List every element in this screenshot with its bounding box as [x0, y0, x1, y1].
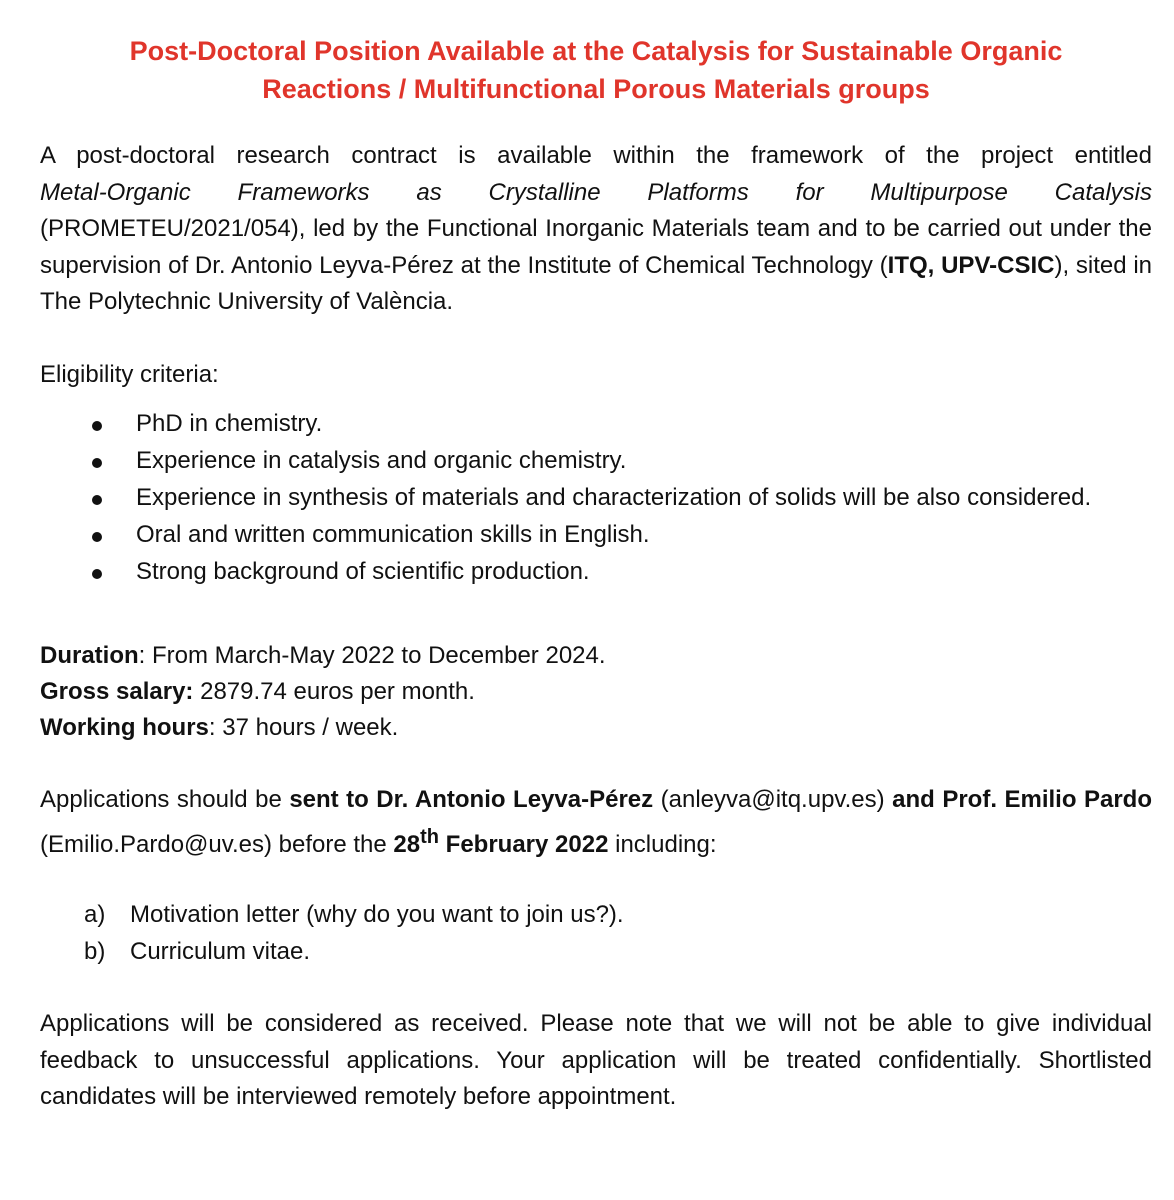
- list-item: a) Motivation letter (why do you want to join us?).: [84, 901, 624, 928]
- email-pardo: (Emilio.Pardo@uv.es) before the: [40, 830, 394, 858]
- intro-paragraph: [40, 138, 1152, 321]
- duration: Duration: From March-May 2022 to December 2024.: [40, 642, 606, 669]
- bullet-icon: [92, 569, 102, 579]
- closing-paragraph: Applications will be considered as received. Please note that we will not be able to give individual feedback to unsuccessful applications. Your application will be treated confidentially. Shortlisted candidates will be interviewed remotely before appointment.: [40, 1010, 1152, 1110]
- gross-salary: Gross salary: 2879.74 euros per month.: [40, 678, 475, 705]
- email-leyva: (anleyva@itq.upv.es): [653, 786, 893, 813]
- bullet-icon: [92, 421, 102, 431]
- intro-line-1: A post-doctoral research contract is available within the framework of the project entitled: [40, 142, 1152, 169]
- eligibility-heading: Eligibility criteria:: [40, 360, 219, 388]
- position-terms: [40, 638, 1152, 746]
- list-item: Oral and written communication skills in English.: [40, 516, 1152, 553]
- page-title: [40, 32, 1152, 108]
- bullet-icon: [92, 495, 102, 505]
- list-item: b) Curriculum vitae.: [84, 937, 311, 965]
- list-item: PhD in chemistry.: [40, 405, 1152, 442]
- required-documents: [40, 897, 1152, 970]
- application-paragraph: Applications should be sent to Dr. Antonio Leyva-Pérez (anleyva@itq.upv.es) and Prof. Emilio Pardo (Emilio.Pardo@uv.es) before the 28th February 2022 including:: [40, 786, 1153, 858]
- working-hours: Working hours: 37 hours / week.: [40, 714, 399, 741]
- deadline: 28th February 2022: [393, 825, 609, 858]
- list-item: Experience in catalysis and organic chemistry.: [40, 442, 1152, 479]
- list-item: Strong background of scientific production.: [40, 553, 1152, 590]
- title-line-1: Post-Doctoral Position Available at the Catalysis for Sustainable Organic: [129, 36, 1063, 66]
- eligibility-list: [40, 405, 1152, 590]
- title-line-2: Reactions / Multifunctional Porous Materials groups: [262, 74, 930, 104]
- institute-name: ITQ, UPV-CSIC: [887, 251, 1055, 279]
- bullet-icon: [92, 458, 102, 468]
- document-page: [40, 0, 1152, 1116]
- project-title: Metal-Organic Frameworks as Crystalline Platforms for Multipurpose Catalysis: [40, 178, 1152, 206]
- intro-rest: (PROMETEU/2021/054), led by the Functional Inorganic Materials team and to be carried out under the supervision of Dr. Antonio Leyva-Pérez at the Institute of Chemical Technology (ITQ, UPV-CSIC), sited in The Polytechnic University of València.: [40, 215, 1153, 315]
- bullet-icon: [92, 532, 102, 542]
- list-item: Experience in synthesis of materials and characterization of solids will be also considered.: [40, 479, 1152, 516]
